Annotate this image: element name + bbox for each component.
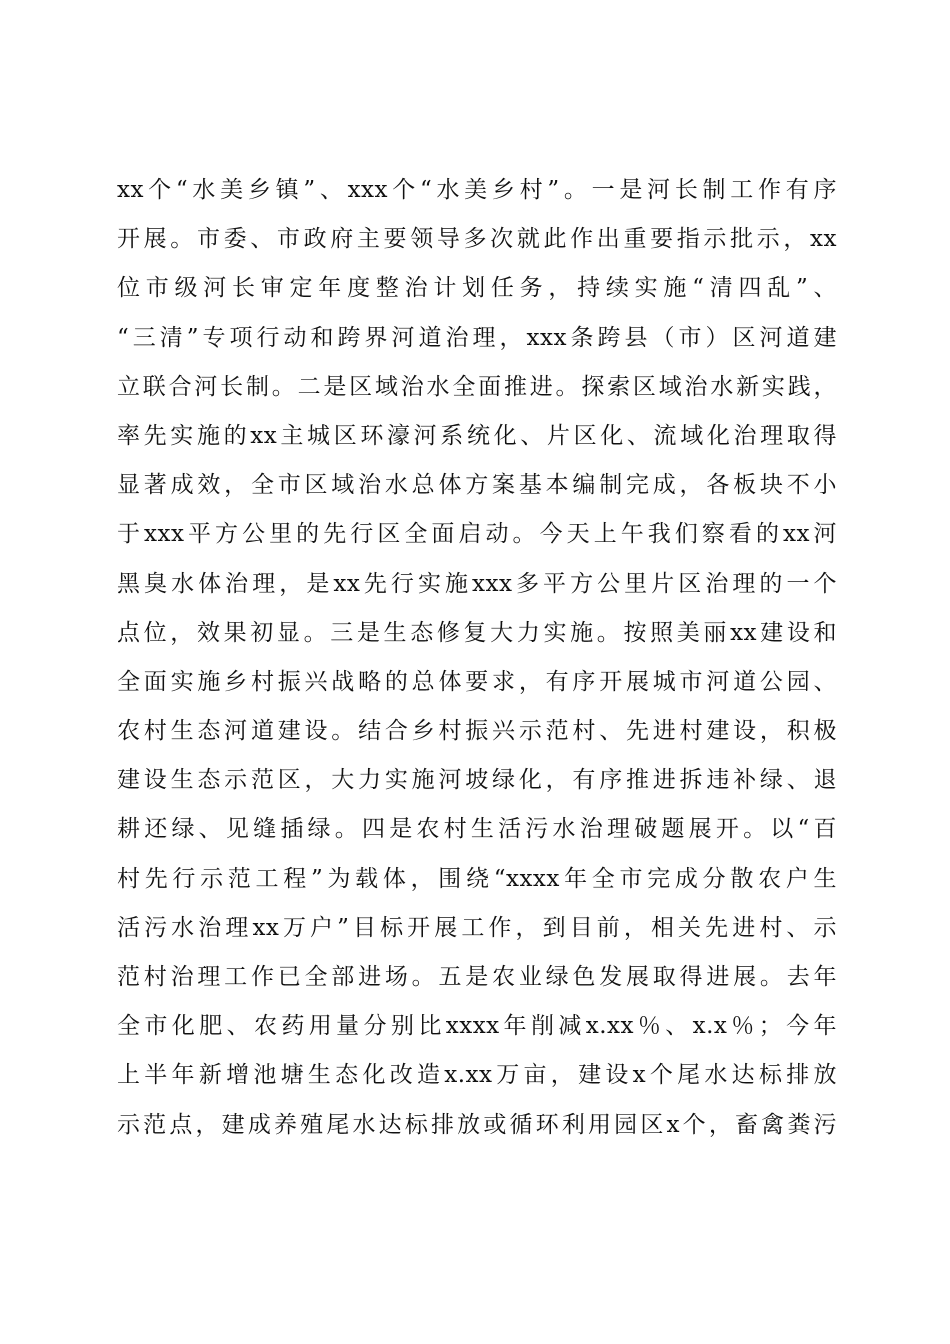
body-paragraph [117, 166, 837, 1150]
text-line-6: 率先实施的xx主城区环濠河系统化、片区化、流域化治理取得 [117, 422, 837, 449]
text-line-17: 范村治理工作已全部进场。五是农业绿色发展取得进展。去年 [117, 964, 837, 990]
text-line-4: “三清”专项行动和跨界河道治理，xxx条跨县（市）区河道建 [117, 324, 837, 351]
text-line-8: 于xxx平方公里的先行区全面启动。今天上午我们察看的xx河 [117, 521, 837, 548]
text-line-12: 农村生态河道建设。结合乡村振兴示范村、先进村建设，积极 [117, 718, 837, 745]
text-line-5: 立联合河长制。二是区域治水全面推进。探索区域治水新实践， [117, 373, 837, 400]
text-line-14: 耕还绿、见缝插绿。四是农村生活污水治理破题展开。以“百 [117, 816, 837, 843]
text-line-13: 建设生态示范区，大力实施河坡绿化，有序推进拆违补绿、退 [117, 767, 837, 794]
text-line-19: 上半年新增池塘生态化改造x.xx万亩，建设x个尾水达标排放 [117, 1062, 837, 1089]
text-line-9: 黑臭水体治理，是xx先行实施xxx多平方公里片区治理的一个 [117, 570, 837, 597]
text-line-1: xx个“水美乡镇”、xxx个“水美乡村”。一是河长制工作有序 [117, 177, 837, 203]
text-line-3: 位市级河长审定年度整治计划任务，持续实施“清四乱”、 [117, 275, 837, 302]
text-line-2: 开展。市委、市政府主要领导多次就此作出重要指示批示，xx [117, 226, 837, 253]
text-line-11: 全面实施乡村振兴战略的总体要求，有序开展城市河道公园、 [117, 668, 837, 695]
text-line-16: 活污水治理xx万户”目标开展工作，到目前，相关先进村、示 [117, 914, 837, 941]
text-line-18: 全市化肥、农药用量分别比xxxx年削减x.xx％、x.x％；今年 [117, 1013, 837, 1040]
text-line-15: 村先行示范工程”为载体，围绕“xxxx年全市完成分散农户生 [117, 865, 837, 892]
text-line-10: 点位，效果初显。三是生态修复大力实施。按照美丽xx建设和 [117, 619, 837, 646]
text-line-20: 示范点，建成养殖尾水达标排放或循环利用园区x个，畜禽粪污 [117, 1111, 837, 1138]
text-line-7: 显著成效，全市区域治水总体方案基本编制完成，各板块不小 [117, 472, 837, 499]
